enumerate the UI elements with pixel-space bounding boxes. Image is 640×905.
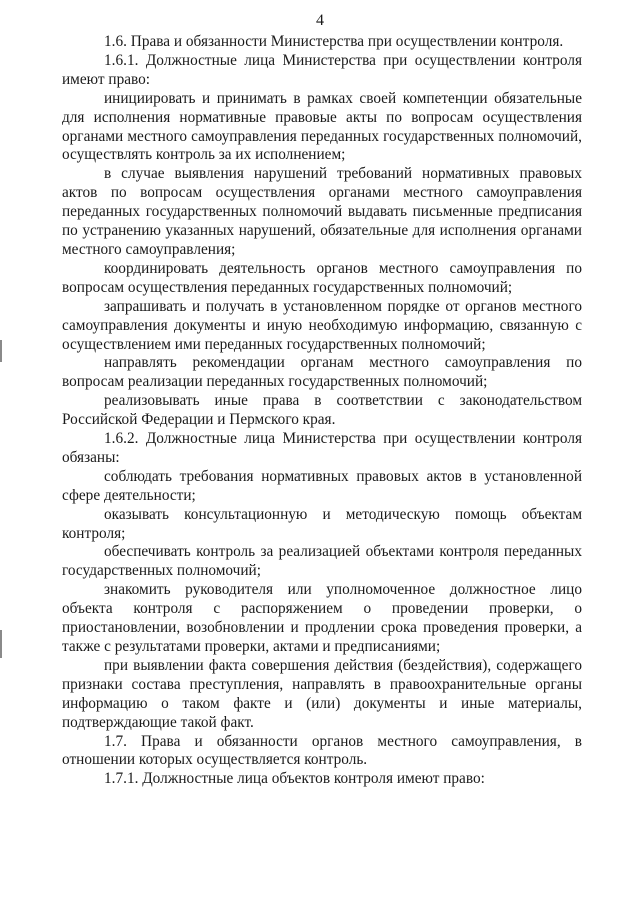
list-item: реализовывать иные права в соответствии с законодательством Российской Федерации и Пермского края. (62, 392, 582, 429)
list-item: знакомить руководителя или уполномоченное должностное лицо объекта контроля с распоряжением о проведении проверки, о приостановлении, возобновлении и продлении срока проведения проверки, а также с результатами проверки, актами и предписаниями; (62, 581, 582, 655)
page-number: 4 (316, 12, 324, 29)
list-item: обеспечивать контроль за реализацией объектами контроля переданных государственных полномочий; (62, 543, 582, 580)
list-item: оказывать консультационную и методическую помощь объектам контроля; (62, 505, 582, 542)
scan-edge-mark (0, 630, 2, 658)
list-item: в случае выявления нарушений требований нормативных правовых актов по вопросам осуществления органами местного самоуправления переданных государственных полномочий выдавать письменные предписания по устранению указанных нарушений, обязательные для исполнения органами местного самоуправления; (62, 165, 582, 258)
list-item: направлять рекомендации органам местного самоуправления по вопросам реализации переданных государственных полномочий; (62, 354, 582, 391)
section-heading-1-7: 1.7. Права и обязанности органов местного самоуправления, в отношении которых осуществляется контроль. (62, 732, 582, 769)
body-text (62, 33, 582, 789)
subsection-1-6-2: 1.6.2. Должностные лица Министерства при осуществлении контроля обязаны: (62, 430, 582, 466)
subsection-1-7-1: 1.7.1. Должностные лица объектов контроля имеют право: (104, 770, 485, 788)
list-item: инициировать и принимать в рамках своей компетенции обязательные для исполнения нормативные правовые акты по вопросам осуществления органами местного самоуправления переданных государственных полномочий, осуществлять контроль за их исполнением; (62, 89, 582, 164)
list-item: запрашивать и получать в установленном порядке от органов местного самоуправления документы и иную необходимую информацию, связанную с осуществлением ими переданных государственных полномочий; (62, 297, 582, 353)
list-item: при выявлении факта совершения действия (бездействия), содержащего признаки состава преступления, направлять в правоохранительные органы информацию о таком факте и (или) документы и иные материалы, подтверждающие такой факт. (62, 656, 582, 731)
list-item: соблюдать требования нормативных правовых актов в установленной сфере деятельности; (62, 467, 582, 504)
subsection-1-6-1: 1.6.1. Должностные лица Министерства при осуществлении контроля имеют право: (62, 51, 582, 88)
scan-edge-mark (0, 340, 2, 362)
list-item: координировать деятельность органов местного самоуправления по вопросам осуществления переданных государственных полномочий; (62, 259, 582, 296)
section-heading-1-6: 1.6. Права и обязанности Министерства при осуществлении контроля. (104, 33, 564, 50)
